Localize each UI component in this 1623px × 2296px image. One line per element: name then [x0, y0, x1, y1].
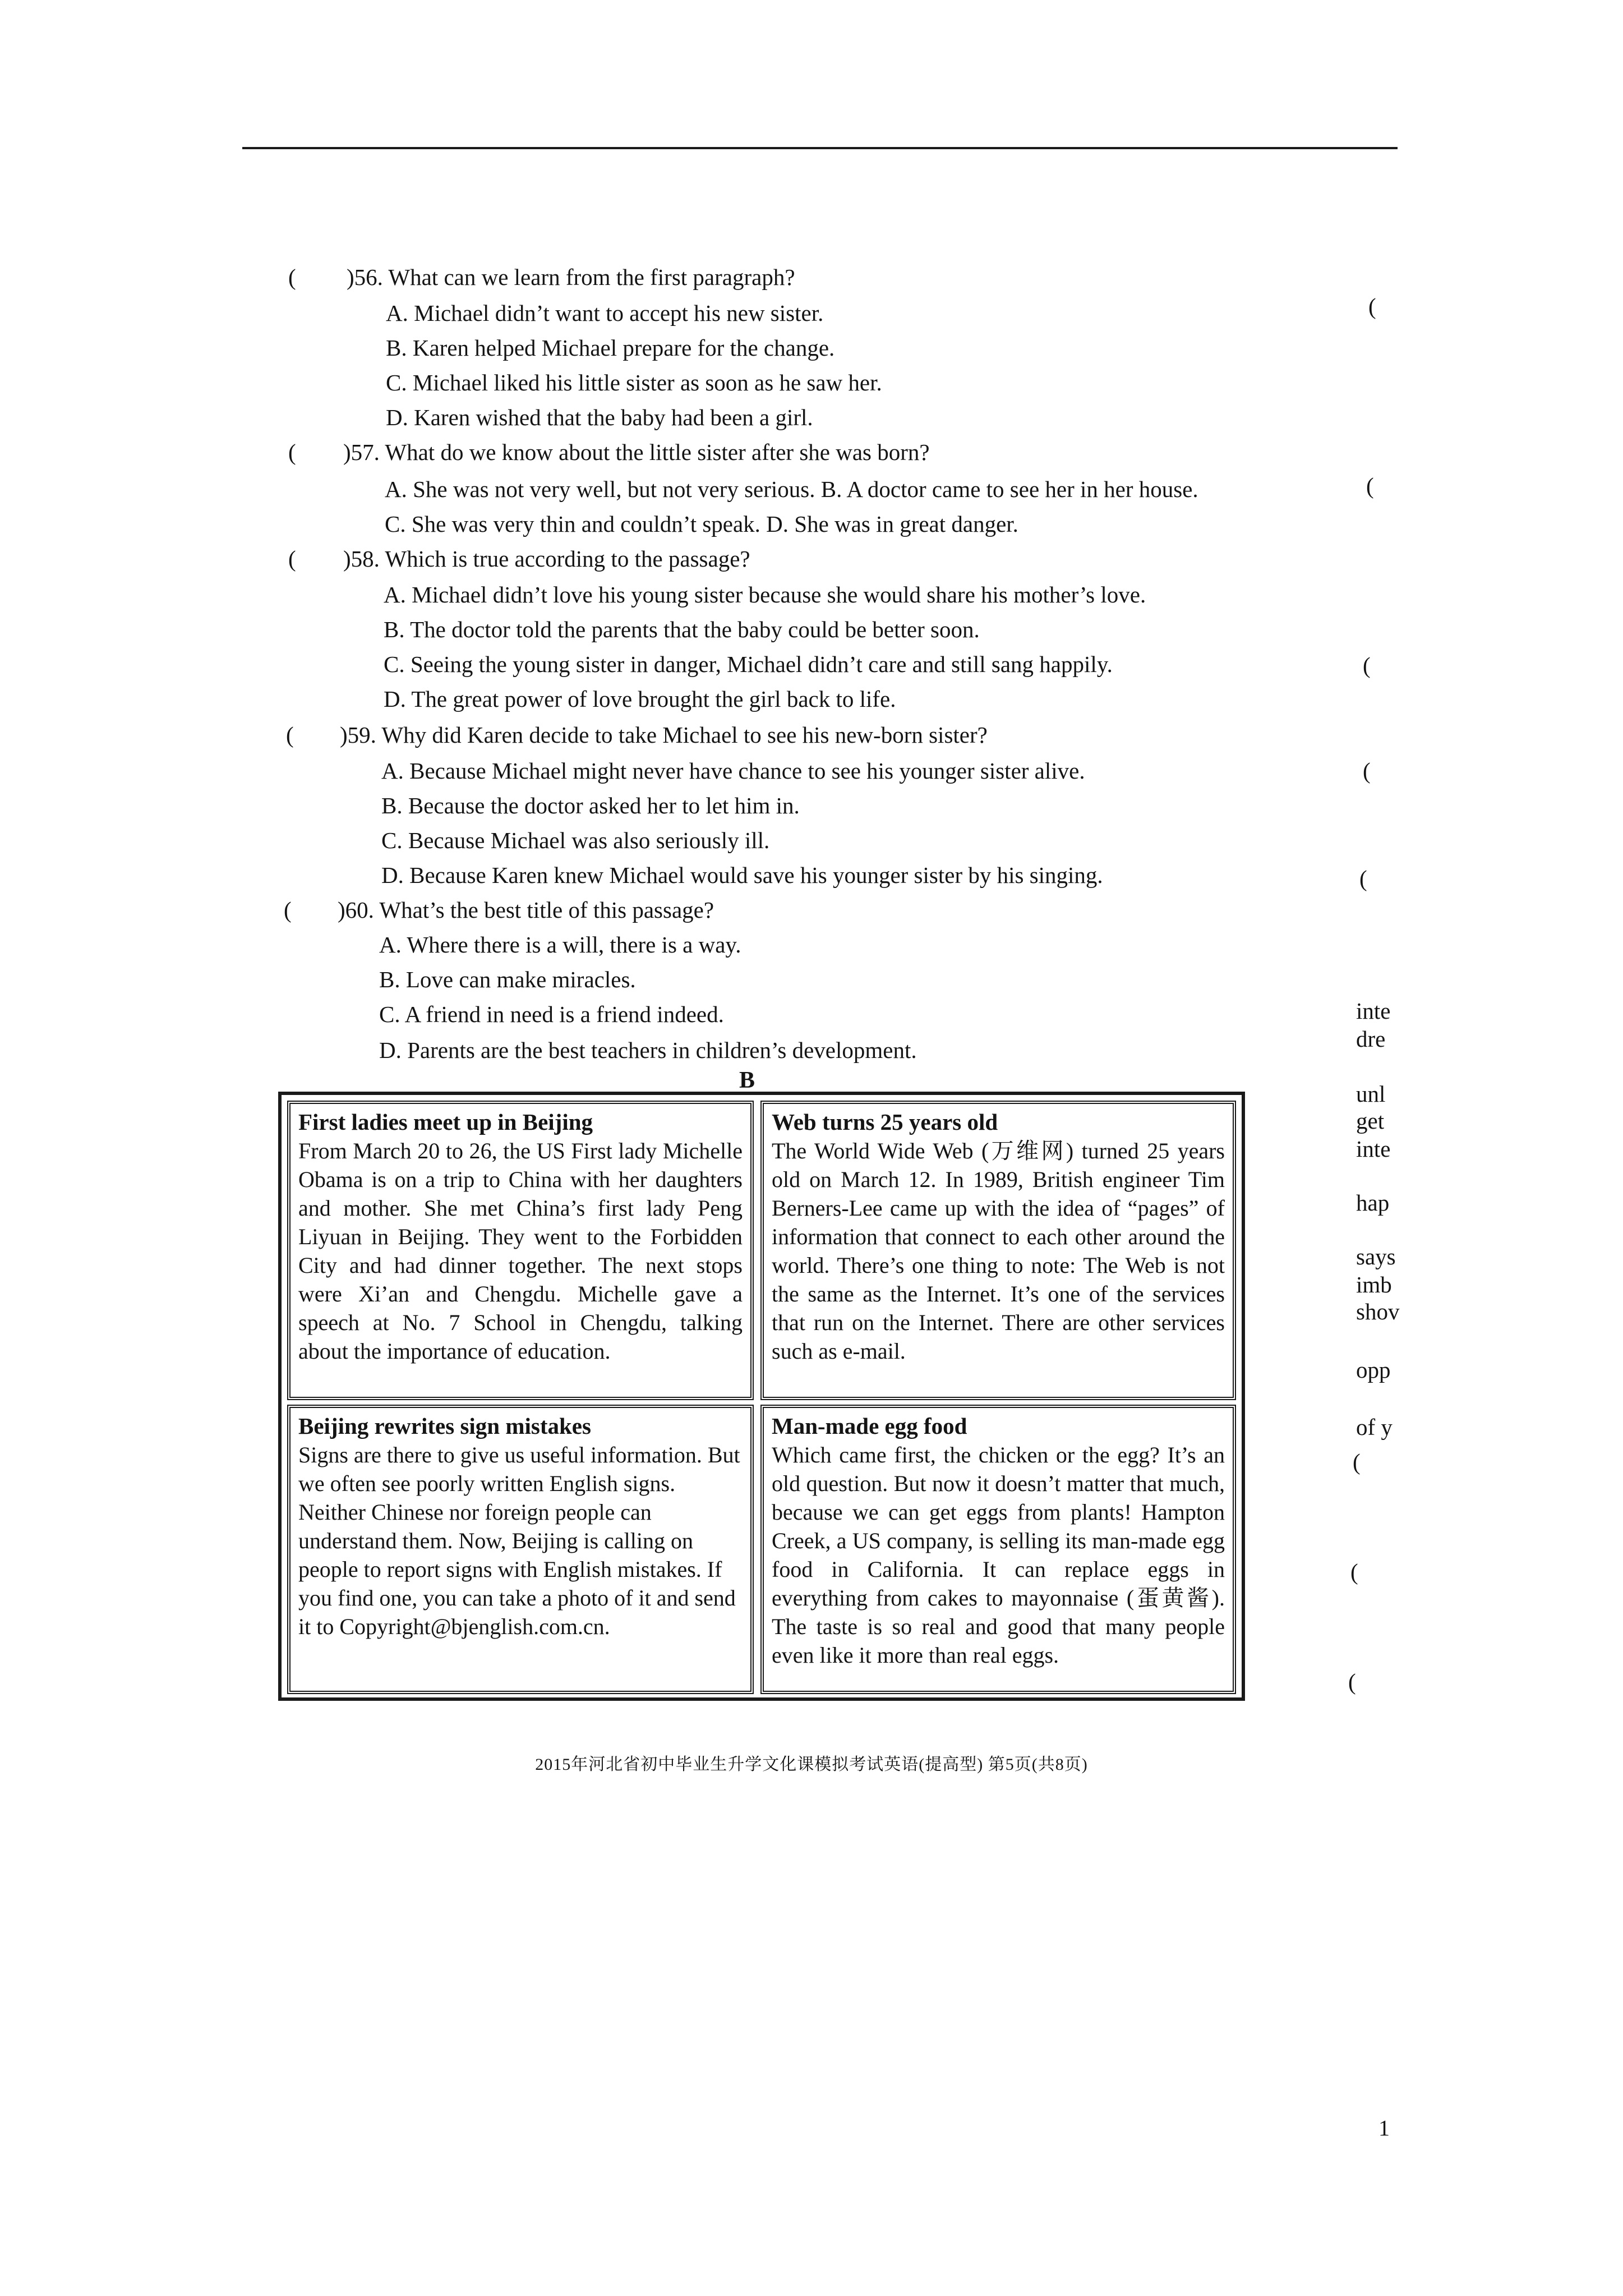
question-stem: )57. What do we know about the little sister after she was born?	[343, 439, 930, 465]
question-stem: )60. What’s the best title of this passage?	[338, 897, 714, 923]
question-option: B. Karen helped Michael prepare for the change.	[386, 335, 835, 361]
edge-fragment: opp	[1356, 1357, 1391, 1383]
answer-paren: (	[286, 722, 294, 748]
answer-paren: (	[288, 264, 296, 290]
news-card	[760, 1405, 1236, 1694]
question-stem: )56. What can we learn from the first paragraph?	[347, 264, 795, 290]
edge-fragment: (	[1363, 652, 1371, 678]
edge-fragment: (	[1353, 1449, 1361, 1475]
question-option: B. Because the doctor asked her to let him in.	[381, 793, 800, 818]
question-option: C. She was very thin and couldn’t speak. D. She was in great danger.	[385, 511, 1018, 537]
edge-fragment: (	[1363, 758, 1371, 784]
answer-paren: (	[288, 546, 296, 572]
question-option: C. Michael liked his little sister as soon as he saw her.	[386, 370, 882, 395]
edge-fragment: unl	[1356, 1081, 1386, 1107]
question-stem: )58. Which is true according to the passage?	[343, 546, 750, 572]
question-option: D. The great power of love brought the girl back to life.	[384, 686, 896, 712]
top-rule	[242, 147, 1398, 149]
section-label: B	[739, 1068, 755, 1093]
question-option: A. Because Michael might never have chance to see his younger sister alive.	[381, 758, 1085, 784]
news-title: Beijing rewrites sign mistakes	[298, 1413, 591, 1439]
edge-fragment: hap	[1356, 1190, 1390, 1216]
edge-fragment: inte	[1356, 998, 1391, 1024]
question-option: A. Where there is a will, there is a way.	[379, 932, 741, 958]
edge-fragment: (	[1368, 293, 1376, 319]
news-grid	[278, 1092, 1245, 1701]
news-title: Web turns 25 years old	[772, 1109, 998, 1135]
question-option: A. Michael didn’t love his young sister because she would share his mother’s love.	[384, 582, 1146, 608]
question-option: D. Karen wished that the baby had been a girl.	[386, 404, 813, 430]
question-option: C. Seeing the young sister in danger, Michael didn’t care and still sang happily.	[384, 651, 1113, 677]
edge-fragment: says	[1356, 1244, 1396, 1269]
edge-fragment: (	[1359, 866, 1367, 891]
question-option: C. A friend in need is a friend indeed.	[379, 1001, 724, 1027]
question-option: B. Love can make miracles.	[379, 967, 636, 992]
edge-fragment: (	[1350, 1559, 1358, 1585]
question-option: A. She was not very well, but not very serious. B. A doctor came to see her in her house.	[385, 476, 1198, 502]
answer-paren: (	[288, 439, 296, 465]
news-body: The World Wide Web (万维网) turned 25 years old on March 12. In 1989, British engineer Tim Berners-Lee came up with the idea of “pages” of information that connect to each other around the world. There’s one thing to note: The Web is not the same as the Internet. It’s one of the services that run on the Internet. There are other services such as e-mail.	[772, 1138, 1225, 1364]
question-option: D. Because Karen knew Michael would save his younger sister by his singing.	[381, 862, 1103, 888]
edge-fragment: get	[1356, 1108, 1385, 1134]
edge-fragment: inte	[1356, 1136, 1391, 1162]
question-option: D. Parents are the best teachers in children’s development.	[379, 1037, 917, 1063]
news-body: Which came first, the chicken or the egg? It’s an old question. But now it doesn’t matter that much, because we can get eggs from plants! Hampton Creek, a US company, is selling its man-made egg food in California. It can replace eggs in everything from cakes to mayonnaise (蛋黄酱). The taste is so real and good that many people even like it more than real eggs.	[772, 1442, 1225, 1668]
news-card	[760, 1101, 1236, 1400]
edge-fragment: of y	[1356, 1414, 1393, 1440]
answer-paren: (	[284, 897, 292, 923]
news-title: First ladies meet up in Beijing	[298, 1109, 593, 1135]
question-option: B. The doctor told the parents that the baby could be better soon.	[384, 616, 980, 642]
news-title: Man-made egg food	[772, 1413, 967, 1439]
question-stem: )59. Why did Karen decide to take Michael to see his new-born sister?	[340, 722, 988, 748]
question-option: A. Michael didn’t want to accept his new sister.	[386, 300, 824, 326]
edge-fragment: dre	[1356, 1026, 1386, 1052]
page-footer: 2015年河北省初中毕业生升学文化课模拟考试英语(提高型) 第5页(共8页)	[535, 1755, 1088, 1774]
news-card	[287, 1405, 754, 1694]
question-option: C. Because Michael was also seriously ill.	[381, 827, 770, 853]
news-body: Signs are there to give us useful information. But we often see poorly written English signs. Neither Chinese nor foreign people can understand them. Now, Beijing is calling on people to report signs with English mistakes. If you find one, you can take a photo of it and send it to Copyright@bjenglish.com.cn.	[298, 1442, 740, 1639]
edge-fragment: (	[1348, 1669, 1356, 1695]
edge-fragment: imb	[1356, 1272, 1392, 1297]
news-card	[287, 1101, 754, 1400]
news-body: From March 20 to 26, the US First lady Michelle Obama is on a trip to China with her daughters and mother. She met China’s first lady Peng Liyuan in Beijing. They went to the Forbidden City and had dinner together. The next stops were Xi’an and Chengdu. Michelle gave a speech at No. 7 School in Chengdu, talking about the importance of education.	[298, 1138, 743, 1364]
edge-fragment: (	[1366, 473, 1374, 499]
edge-fragment: shov	[1356, 1299, 1400, 1324]
page-number: 1	[1378, 2115, 1390, 2141]
